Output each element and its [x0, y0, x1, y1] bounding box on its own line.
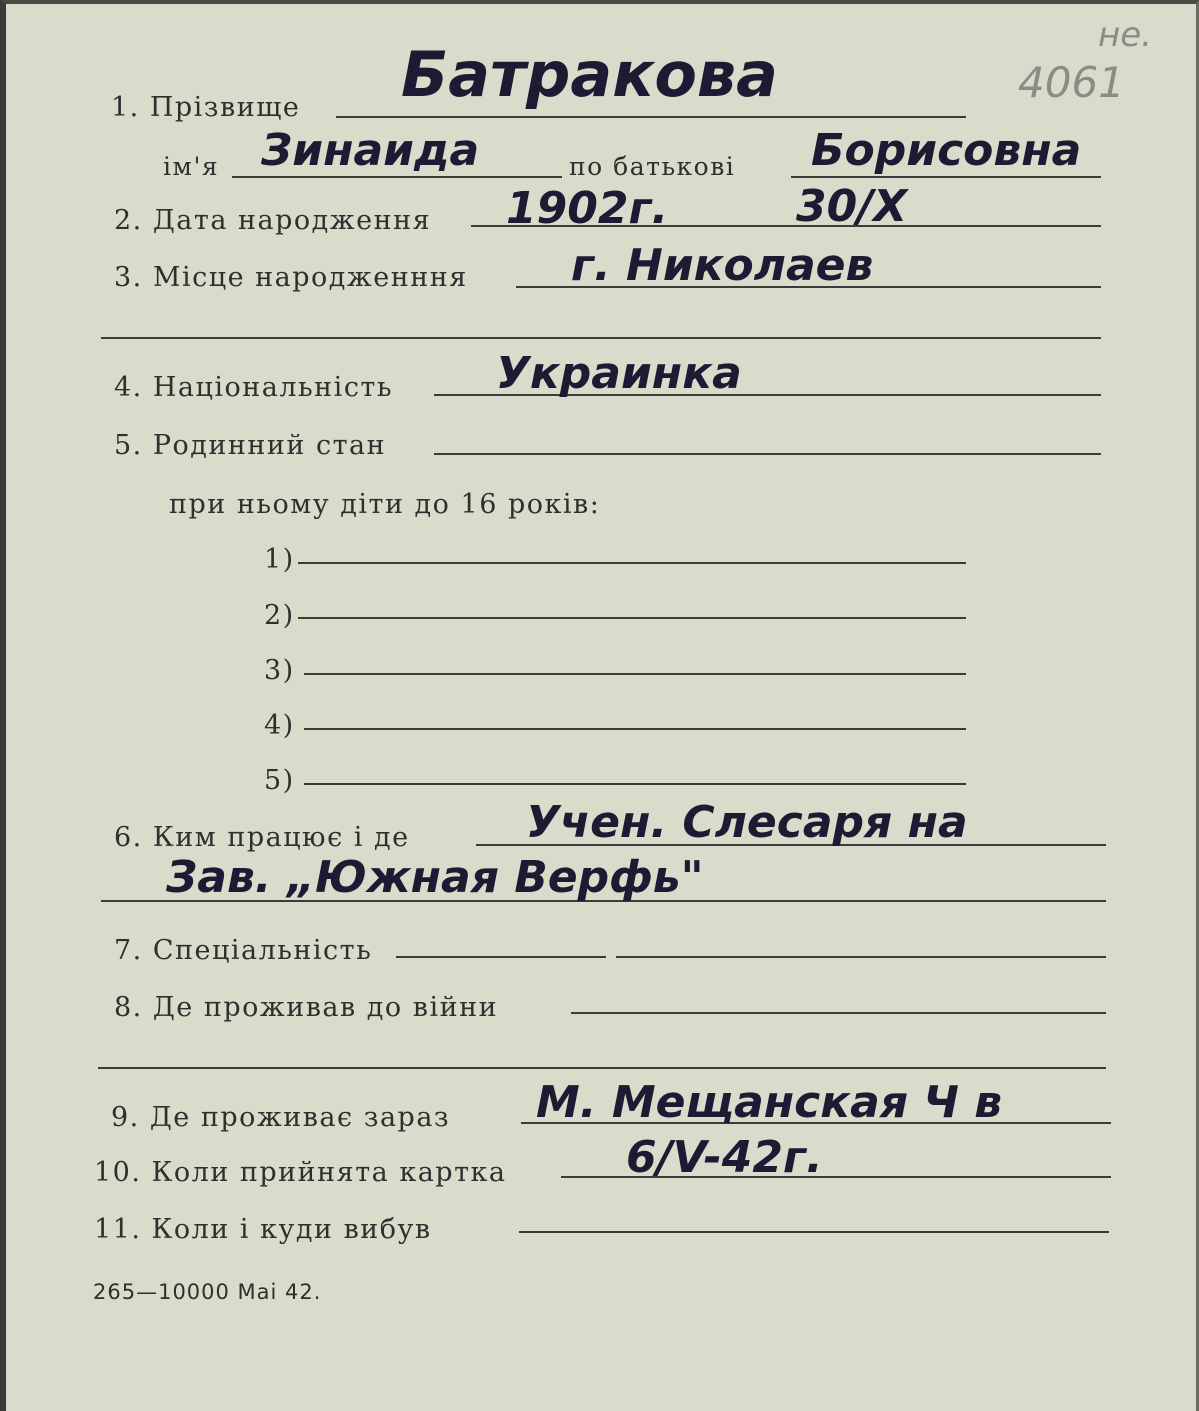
nationality-value: Украинка — [496, 348, 742, 399]
child-3-line — [304, 673, 966, 675]
child-2-line — [298, 617, 966, 619]
child-3-label: 3) — [264, 655, 295, 686]
left-line — [519, 1231, 1109, 1233]
prewar-line-2 — [98, 1067, 1106, 1069]
child-2-label: 2) — [264, 600, 295, 631]
label-work: 6. Ким працює і де — [114, 822, 410, 853]
print-code: 265—10000 Mai 42. — [93, 1280, 322, 1304]
child-5-label: 5) — [264, 765, 295, 796]
birthplace-value: г. Николаев — [571, 240, 874, 291]
label-birthplace: 3. Місце народженння — [114, 262, 468, 293]
patronymic-line — [791, 176, 1101, 178]
label-patronymic: по батькові — [569, 152, 736, 181]
work-value-line1: Учен. Слесаря на — [526, 797, 968, 848]
label-family: 5. Родинний стан — [114, 430, 387, 461]
prewar-line — [571, 1012, 1106, 1014]
label-prewar: 8. Де проживав до війни — [114, 992, 499, 1023]
birth-day-value: 30/X — [796, 181, 908, 232]
name-value: Зинаида — [261, 125, 480, 176]
birth-year-value: 1902г. — [506, 183, 669, 234]
current-address-value: М. Мещанская Ч в — [536, 1077, 1003, 1128]
label-nationality: 4. Національність — [114, 372, 394, 403]
child-4-line — [304, 728, 966, 730]
name-line — [232, 176, 562, 178]
specialty-line-2 — [616, 956, 1106, 958]
label-specialty: 7. Спеціальність — [114, 935, 373, 966]
label-children: при ньому діти до 16 років: — [169, 489, 601, 520]
birthplace-line-2 — [101, 337, 1101, 339]
child-5-line — [304, 783, 966, 785]
child-1-label: 1) — [264, 544, 295, 575]
patronymic-value: Борисовна — [811, 125, 1082, 176]
label-left: 11. Коли і куди вибув — [94, 1214, 432, 1245]
child-4-label: 4) — [264, 710, 295, 741]
surname-value: Батракова — [401, 38, 778, 111]
label-surname: 1. Прізвище — [111, 92, 301, 123]
family-line — [434, 453, 1101, 455]
label-name: ім'я — [163, 152, 220, 181]
accepted-date-value: 6/V-42г. — [626, 1132, 823, 1183]
label-current: 9. Де проживає зараз — [111, 1102, 451, 1133]
label-birthdate: 2. Дата народження — [114, 205, 432, 236]
work-value-line2: Зав. „Южная Верфь" — [166, 852, 704, 903]
specialty-line — [396, 956, 606, 958]
surname-line — [336, 116, 966, 118]
label-accepted: 10. Коли прийнята картка — [94, 1157, 507, 1188]
child-1-line — [298, 562, 966, 564]
card-number: 4061 — [1018, 58, 1125, 107]
pencil-mark: не. — [1098, 15, 1152, 55]
